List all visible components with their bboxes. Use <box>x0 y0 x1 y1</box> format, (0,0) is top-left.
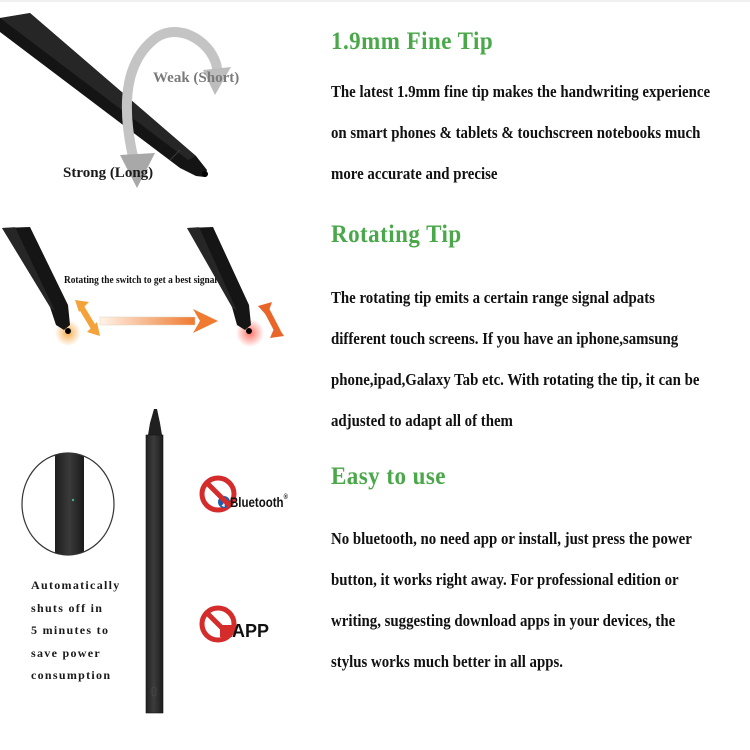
stylus-vertical-icon <box>140 405 170 715</box>
auto-off-line: save power <box>31 645 101 660</box>
body-line: on smart phones & tablets & touchscreen notebooks much <box>331 123 701 142</box>
bluetooth-label <box>230 494 288 510</box>
double-arrow-icon <box>258 302 288 342</box>
body-line: phone,ipad,Galaxy Tab etc. With rotating the tip, it can be <box>331 370 700 389</box>
weak-short-label: Weak (Short) <box>153 70 240 86</box>
body-line: button, it works right away. For professional edition or <box>331 570 679 589</box>
registered-mark: ® <box>283 494 288 501</box>
body-line: stylus works much better in all apps. <box>331 652 564 671</box>
section-title-fine-tip: 1.9mm Fine Tip <box>331 28 494 55</box>
section-body-fine-tip <box>331 71 710 194</box>
section-body-rotating-tip <box>331 277 699 441</box>
auto-off-line: Automatically <box>31 578 121 592</box>
body-line: more accurate and precise <box>331 164 498 183</box>
section-title-rotating-tip: Rotating Tip <box>331 221 462 248</box>
app-label: APP <box>232 621 270 641</box>
body-line: writing, suggesting download apps in your devices, the <box>331 611 676 630</box>
section-title-easy-to-use: Easy to use <box>331 463 446 490</box>
signal-caption: Rotating the switch to get a best signal <box>64 274 217 286</box>
auto-off-line: shuts off in <box>31 600 104 615</box>
body-line: The rotating tip emits a certain range signal adpats <box>331 288 655 307</box>
strong-long-label: Strong (Long) <box>63 165 154 181</box>
bluetooth-text: Bluetooth <box>230 494 284 510</box>
body-line: The latest 1.9mm fine tip makes the handwriting experience <box>331 82 711 101</box>
section-body-easy-to-use <box>331 518 692 682</box>
body-line: adjusted to adapt all of them <box>331 411 513 430</box>
body-line: different touch screens. If you have an iphone,samsung <box>331 329 679 348</box>
zoom-circle-power-button-icon <box>21 451 121 561</box>
auto-off-description <box>31 574 121 687</box>
body-line: No bluetooth, no need app or install, just press the power <box>331 529 692 548</box>
auto-off-line: 5 minutes to <box>31 623 110 637</box>
auto-off-line: consumption <box>31 668 112 682</box>
